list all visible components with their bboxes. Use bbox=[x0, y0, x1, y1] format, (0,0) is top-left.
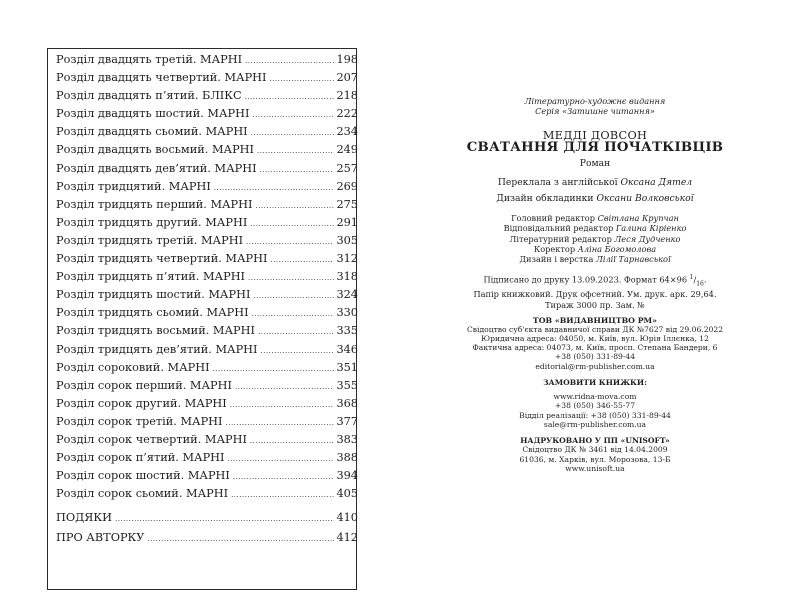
author-name: МЕДДІ ДОВСОН bbox=[542, 128, 648, 142]
toc-entry-page: 394 bbox=[336, 469, 358, 483]
dot-leader bbox=[231, 491, 334, 499]
toc-entry bbox=[56, 53, 358, 71]
genre: Роман bbox=[579, 157, 611, 169]
dot-leader bbox=[257, 147, 334, 155]
toc-entry-page: 305 bbox=[336, 233, 358, 247]
toc-entry-title: ПРО АВТОРКУ bbox=[56, 531, 145, 545]
publisher-block bbox=[460, 316, 730, 371]
toc-entry bbox=[56, 397, 358, 415]
toc-entry bbox=[56, 306, 358, 324]
toc-entry bbox=[56, 125, 358, 143]
toc-entry bbox=[56, 198, 358, 216]
dot-leader bbox=[228, 455, 335, 463]
toc-entry bbox=[56, 343, 358, 361]
order-line: +38 (050) 346-55-77 bbox=[554, 401, 636, 411]
dot-leader bbox=[226, 419, 335, 427]
toc-entry bbox=[56, 487, 358, 505]
toc-entry-title: Розділ тридцятий. МАРНІ bbox=[56, 179, 211, 193]
toc-entry-title: Розділ двадцять сьомий. МАРНІ bbox=[56, 125, 248, 139]
toc-entry-page: 388 bbox=[336, 451, 358, 465]
dot-leader bbox=[248, 274, 334, 282]
toc-entry-title: ПОДЯКИ bbox=[56, 511, 113, 525]
toc-entry-title: Розділ двадцять шостий. МАРНІ bbox=[56, 107, 250, 121]
staff-line bbox=[460, 244, 730, 254]
toc-entry-page: 291 bbox=[336, 215, 358, 229]
printer-line: Свідоцтво ДК № 3461 від 14.04.2009 bbox=[522, 445, 668, 455]
dot-leader bbox=[250, 220, 334, 228]
dot-leader bbox=[261, 347, 335, 355]
toc-entry-page: 222 bbox=[336, 107, 358, 121]
toc-entry bbox=[56, 511, 358, 529]
staff-role: Головний редактор bbox=[511, 213, 595, 224]
dot-leader bbox=[252, 111, 334, 119]
toc-entry-page: 377 bbox=[336, 414, 358, 428]
cover-line bbox=[460, 191, 730, 207]
staff-list bbox=[460, 213, 730, 264]
publisher-line: Фактична адреса: 04073, м. Київ, просп. Степана Бандери, 6 bbox=[472, 343, 718, 353]
staff-name: Лілії Тарнавської bbox=[596, 254, 671, 265]
edition-type: Літературно-художнє видання bbox=[524, 96, 666, 106]
series: Серія «Затишне читання» bbox=[535, 106, 655, 117]
toc-entry bbox=[56, 361, 358, 379]
toc-entry bbox=[56, 143, 358, 161]
toc-entry-title: Розділ тридцять четвертий. МАРНІ bbox=[56, 252, 268, 266]
dot-leader bbox=[270, 256, 334, 264]
toc-entry bbox=[56, 531, 358, 549]
print-specs bbox=[460, 273, 730, 311]
toc-entry-page: 355 bbox=[336, 378, 358, 392]
toc-entry bbox=[56, 216, 358, 234]
staff-role: Коректор bbox=[533, 243, 576, 254]
toc-entry-title: Розділ двадцять дев’ятий. МАРНІ bbox=[56, 161, 257, 175]
printer-heading: НАДРУКОВАНО У ПП «UNISOFT» bbox=[520, 436, 670, 446]
toc-entry-page: 324 bbox=[336, 288, 358, 302]
publisher-line: editorial@rm-publisher.com.ua bbox=[535, 361, 655, 371]
dot-leader bbox=[230, 401, 335, 409]
toc-entry bbox=[56, 433, 358, 451]
toc-entry-page: 275 bbox=[336, 197, 358, 211]
toc-entry-title: Розділ сорок шостий. МАРНІ bbox=[56, 469, 230, 483]
toc-entry-page: 330 bbox=[336, 306, 358, 320]
dot-leader bbox=[252, 310, 335, 318]
toc-entry-title: Розділ двадцять четвертий. МАРНІ bbox=[56, 71, 267, 85]
toc-entry-title: Розділ двадцять п’ятий. БЛІКС bbox=[56, 89, 242, 103]
toc-entry bbox=[56, 379, 358, 397]
staff-role: Дизайн і верстка bbox=[519, 254, 594, 265]
publisher-line: Юридична адреса: 04050, м. Київ, вул. Юрія Іллєнка, 12 bbox=[481, 334, 709, 344]
dot-leader bbox=[251, 129, 335, 137]
toc-entry-title: Розділ тридцять п’ятий. МАРНІ bbox=[56, 270, 246, 284]
order-heading: ЗАМОВИТИ КНИЖКИ: bbox=[543, 377, 647, 387]
contents-page bbox=[47, 48, 357, 590]
toc-entry bbox=[56, 180, 358, 198]
dot-leader bbox=[214, 184, 335, 192]
toc-entry-title: Розділ сорок другий. МАРНІ bbox=[56, 396, 227, 410]
toc-entry-title: Розділ сороковий. МАРНІ bbox=[56, 360, 210, 374]
staff-line bbox=[460, 254, 730, 264]
toc-entry-page: 312 bbox=[336, 252, 358, 266]
staff-role: Літературний редактор bbox=[509, 233, 612, 244]
toc-entry bbox=[56, 451, 358, 469]
toc-entry-page: 207 bbox=[336, 71, 358, 85]
cover-label: Дизайн обкладинки bbox=[496, 193, 594, 205]
toc-entry-page: 234 bbox=[336, 125, 358, 139]
toc-entry-title: Розділ двадцять третій. МАРНІ bbox=[56, 53, 243, 66]
staff-role: Відповідальний редактор bbox=[503, 223, 614, 234]
dot-leader bbox=[250, 437, 335, 445]
staff-name: Світлана Крупчан bbox=[597, 213, 679, 224]
toc-entry-title: Розділ тридцять другий. МАРНІ bbox=[56, 215, 248, 229]
translator-line bbox=[460, 175, 730, 191]
print-spec-line: Тираж 3000 пр. Зам. № bbox=[545, 299, 645, 310]
toc-entry-page: 218 bbox=[336, 89, 358, 103]
cover-designer: Оксани Волковської bbox=[596, 193, 694, 205]
publisher-name: ТОВ «ВИДАВНИЦТВО РМ» bbox=[532, 316, 658, 326]
toc-entry-page: 335 bbox=[336, 324, 358, 338]
toc-entry bbox=[56, 288, 358, 306]
toc-entry-page: 383 bbox=[336, 432, 358, 446]
publisher-line: +38 (050) 331-89-44 bbox=[554, 352, 636, 362]
toc-entry bbox=[56, 270, 358, 288]
toc-entry-page: 346 bbox=[336, 342, 358, 356]
toc-entry-title: Розділ сорок п’ятий. МАРНІ bbox=[56, 451, 225, 465]
toc-entry-title: Розділ сорок четвертий. МАРНІ bbox=[56, 432, 247, 446]
dot-leader bbox=[233, 473, 335, 481]
dot-leader bbox=[246, 238, 334, 246]
print-spec-line: Папір книжковий. Друк офсетний. Ум. друк. арк. 29,64. bbox=[473, 289, 717, 300]
toc-entry-title: Розділ тридцять восьмий. МАРНІ bbox=[56, 324, 255, 338]
toc-entry-page: 249 bbox=[336, 143, 358, 157]
toc-entry-page: 257 bbox=[336, 161, 358, 175]
toc-entry bbox=[56, 324, 358, 342]
toc-entry-page: 318 bbox=[336, 270, 358, 284]
dot-leader bbox=[253, 292, 334, 300]
dot-leader bbox=[245, 93, 335, 101]
toc-entry bbox=[56, 71, 358, 89]
dot-leader bbox=[115, 515, 334, 523]
translator-label: Переклала з англійської bbox=[497, 177, 618, 189]
toc-entry-title: Розділ тридцять дев’ятий. МАРНІ bbox=[56, 342, 258, 356]
toc-entry bbox=[56, 89, 358, 107]
toc-entry-page: 269 bbox=[336, 179, 358, 193]
toc-entry-page: 368 bbox=[336, 396, 358, 410]
toc-entry bbox=[56, 107, 358, 125]
dot-leader bbox=[147, 535, 334, 543]
dot-leader bbox=[270, 75, 335, 83]
order-line: sale@rm-publisher.com.ua bbox=[543, 419, 647, 429]
toc-entry-page: 198 bbox=[336, 53, 358, 66]
toc-entry-page: 351 bbox=[336, 360, 358, 374]
toc-entry-page: 405 bbox=[336, 487, 358, 501]
staff-name: Галина Кіріенко bbox=[615, 223, 687, 234]
staff-line bbox=[460, 234, 730, 244]
toc-entry bbox=[56, 234, 358, 252]
publisher-line: Свідоцтво суб'єкта видавничої справи ДК №7627 від 29.06.2022 bbox=[466, 325, 724, 335]
order-block bbox=[460, 378, 730, 429]
order-line: Відділ реалізації: +38 (050) 331-89-44 bbox=[519, 410, 671, 420]
print-spec-line: Підписано до друку 13.09.2023. Формат 64×96 $^1/_{16}$. bbox=[483, 273, 707, 287]
translator-name: Оксана Дятел bbox=[620, 177, 693, 189]
printer-line: www.unisoft.ua bbox=[565, 464, 625, 474]
staff-line bbox=[460, 213, 730, 223]
table-of-contents bbox=[56, 53, 358, 550]
staff-line bbox=[460, 223, 730, 233]
toc-entry bbox=[56, 162, 358, 180]
toc-entry bbox=[56, 252, 358, 270]
book-title: СВАТАННЯ ДЛЯ ПОЧАТКІВЦІВ bbox=[466, 140, 724, 156]
dot-leader bbox=[235, 383, 334, 391]
toc-entry-page: 412 bbox=[336, 531, 358, 545]
imprint-page bbox=[460, 96, 730, 473]
printer-block bbox=[460, 436, 730, 473]
staff-name: Аліна Богомолова bbox=[577, 243, 657, 254]
dot-leader bbox=[213, 365, 335, 373]
toc-entry-title: Розділ тридцять сьомий. МАРНІ bbox=[56, 306, 249, 320]
staff-name: Леся Дудченко bbox=[614, 233, 681, 244]
toc-entry-title: Розділ тридцять третій. МАРНІ bbox=[56, 233, 244, 247]
dot-leader bbox=[258, 328, 334, 336]
toc-entry-title: Розділ тридцять шостий. МАРНІ bbox=[56, 288, 251, 302]
toc-entry-title: Розділ сорок третій. МАРНІ bbox=[56, 414, 223, 428]
toc-entry-page: 410 bbox=[336, 511, 358, 525]
toc-entry bbox=[56, 469, 358, 487]
dot-leader bbox=[245, 57, 334, 65]
toc-entry bbox=[56, 415, 358, 433]
dot-leader bbox=[255, 202, 334, 210]
toc-entry-title: Розділ двадцять восьмий. МАРНІ bbox=[56, 143, 254, 157]
dot-leader bbox=[260, 166, 335, 174]
credits bbox=[460, 175, 730, 207]
order-line: www.ridna-mova.com bbox=[553, 391, 637, 401]
toc-entry-title: Розділ тридцять перший. МАРНІ bbox=[56, 197, 253, 211]
toc-entry-title: Розділ сорок перший. МАРНІ bbox=[56, 378, 232, 392]
toc-entry-title: Розділ сорок сьомий. МАРНІ bbox=[56, 487, 229, 501]
printer-line: 61036, м. Харків, вул. Морозова, 13-Б bbox=[519, 454, 671, 464]
